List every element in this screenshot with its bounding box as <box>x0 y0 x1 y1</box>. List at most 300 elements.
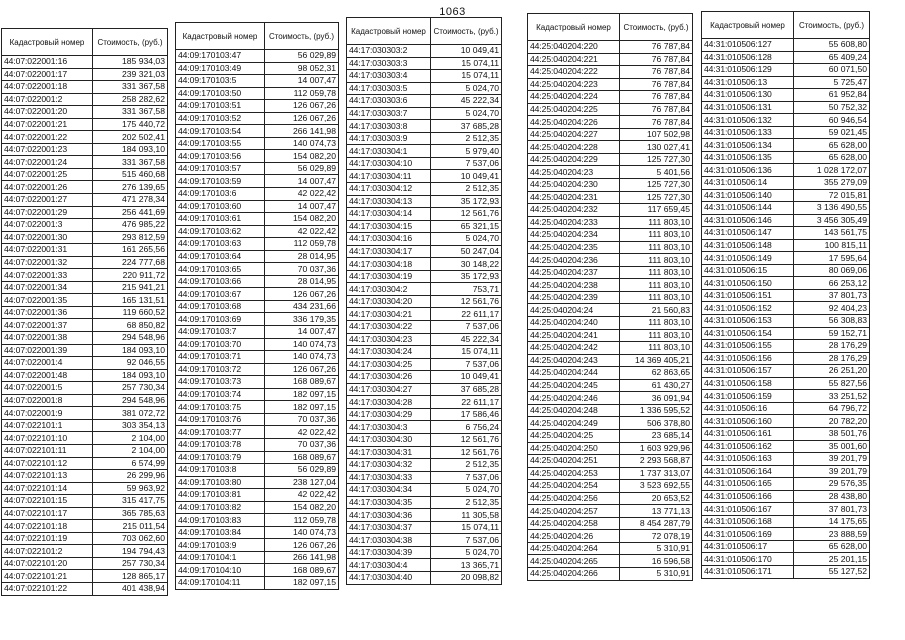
cadastral-number-cell: 44:07:022101:14 <box>2 482 93 495</box>
table-row <box>702 101 870 114</box>
cost-cell: 35 172,93 <box>431 195 502 208</box>
cadastral-number-cell: 44:25:040204:256 <box>528 492 620 505</box>
cost-cell: 50 752,32 <box>794 101 870 114</box>
cost-cell: 65 409,24 <box>794 51 870 64</box>
cadastral-table <box>346 17 502 585</box>
cadastral-number-cell: 44:07:022001:5 <box>2 382 93 395</box>
cost-cell: 76 787,84 <box>620 66 693 79</box>
cadastral-number-cell: 44:07:022001:21 <box>2 118 93 131</box>
cost-cell: 258 282,62 <box>93 93 168 106</box>
cost-cell: 336 179,35 <box>265 313 339 326</box>
cadastral-number-cell: 44:25:040204:232 <box>528 204 620 217</box>
cadastral-number-cell: 44:07:022101:21 <box>2 570 93 583</box>
table-row <box>702 39 870 52</box>
cadastral-number-cell: 44:31:010506:17 <box>702 540 794 553</box>
cadastral-number-cell: 44:09:170103:73 <box>176 376 265 389</box>
table-row <box>347 70 502 83</box>
cadastral-number-cell: 44:07:022001:35 <box>2 294 93 307</box>
cadastral-number-cell: 44:09:170103:49 <box>176 62 265 75</box>
table-row <box>176 438 339 451</box>
cost-cell: 111 803,10 <box>620 229 693 242</box>
header-cadastral-number: Кадастровый номер <box>2 29 93 56</box>
cadastral-number-cell: 44:17:030304:21 <box>347 308 431 321</box>
table-row <box>702 177 870 190</box>
table-row <box>2 432 168 445</box>
cadastral-number-cell: 44:25:040204:239 <box>528 291 620 304</box>
cadastral-number-cell: 44:25:040204:26 <box>528 530 620 543</box>
table-row <box>347 120 502 133</box>
table-row <box>176 464 339 477</box>
table-row <box>528 53 693 66</box>
table-row <box>702 51 870 64</box>
cost-cell: 303 354,13 <box>93 419 168 432</box>
cost-cell: 175 440,72 <box>93 118 168 131</box>
cadastral-number-cell: 44:17:030304:3 <box>347 421 431 434</box>
cost-cell: 56 029,89 <box>265 464 339 477</box>
cadastral-number-cell: 44:09:170103:51 <box>176 100 265 113</box>
cadastral-number-cell: 44:31:010506:171 <box>702 565 794 578</box>
table-row <box>2 482 168 495</box>
cadastral-number-cell: 44:09:170103:80 <box>176 476 265 489</box>
cadastral-number-cell: 44:09:170103:59 <box>176 175 265 188</box>
cost-cell: 56 029,89 <box>265 162 339 175</box>
cadastral-number-cell: 44:25:040204:238 <box>528 279 620 292</box>
cadastral-number-cell: 44:31:010506:170 <box>702 553 794 566</box>
table-row <box>702 139 870 152</box>
cadastral-number-cell: 44:25:040204:237 <box>528 266 620 279</box>
cost-cell: 434 231,66 <box>265 300 339 313</box>
cadastral-number-cell: 44:17:030304:30 <box>347 433 431 446</box>
cadastral-number-cell: 44:17:030304:38 <box>347 534 431 547</box>
cost-cell: 17 586,46 <box>431 408 502 421</box>
header-cost: Стоимость, (руб.) <box>620 14 693 41</box>
header-cadastral-number: Кадастровый номер <box>702 12 794 39</box>
cost-cell: 5 979,40 <box>431 145 502 158</box>
cadastral-table <box>701 11 870 579</box>
cadastral-number-cell: 44:09:170103:47 <box>176 50 265 63</box>
cost-cell: 15 074,11 <box>431 521 502 534</box>
cadastral-table <box>1 28 168 596</box>
header-cost: Стоимость, (руб.) <box>431 18 502 45</box>
cadastral-number-cell: 44:09:170104:10 <box>176 564 265 577</box>
cost-cell: 16 596,58 <box>620 555 693 568</box>
table-row <box>528 354 693 367</box>
cadastral-number-cell: 44:31:010506:161 <box>702 427 794 440</box>
table-row <box>2 495 168 508</box>
table-row <box>528 417 693 430</box>
cost-cell: 60 071,50 <box>794 64 870 77</box>
cadastral-number-cell: 44:31:010506:158 <box>702 377 794 390</box>
cadastral-number-cell: 44:25:040204:246 <box>528 392 620 405</box>
cadastral-number-cell: 44:17:030304:36 <box>347 509 431 522</box>
table-row <box>528 229 693 242</box>
cadastral-number-cell: 44:17:030304:26 <box>347 371 431 384</box>
table-row <box>2 194 168 207</box>
cadastral-number-cell: 44:07:022001:24 <box>2 156 93 169</box>
table-row <box>176 451 339 464</box>
cost-cell: 140 074,73 <box>265 137 339 150</box>
cadastral-number-cell: 44:25:040204:264 <box>528 542 620 555</box>
table-row <box>347 107 502 120</box>
cost-cell: 161 265,56 <box>93 244 168 257</box>
cost-cell: 45 222,34 <box>431 333 502 346</box>
header-cost: Стоимость, (руб.) <box>265 23 339 50</box>
table-row <box>702 503 870 516</box>
header-cost: Стоимость, (руб.) <box>794 12 870 39</box>
table-row <box>702 553 870 566</box>
cadastral-number-cell: 44:09:170103:54 <box>176 125 265 138</box>
cost-cell: 3 456 305,49 <box>794 214 870 227</box>
cadastral-number-cell: 44:25:040204:225 <box>528 103 620 116</box>
cadastral-number-cell: 44:07:022001:30 <box>2 231 93 244</box>
cost-cell: 98 052,31 <box>265 62 339 75</box>
cadastral-number-cell: 44:17:030303:7 <box>347 107 431 120</box>
table-row <box>702 528 870 541</box>
cadastral-number-cell: 44:09:170104:1 <box>176 551 265 564</box>
table-row <box>2 168 168 181</box>
cadastral-number-cell: 44:09:170103:70 <box>176 338 265 351</box>
cost-cell: 154 082,20 <box>265 501 339 514</box>
table-row <box>176 539 339 552</box>
cost-cell: 76 787,84 <box>620 116 693 129</box>
table-row <box>528 304 693 317</box>
cost-cell: 1 336 595,52 <box>620 404 693 417</box>
cost-cell: 126 067,26 <box>265 363 339 376</box>
table-row <box>347 321 502 334</box>
table-row <box>2 570 168 583</box>
table-row <box>702 490 870 503</box>
table-row <box>176 326 339 339</box>
cost-cell: 2 512,35 <box>431 183 502 196</box>
cadastral-number-cell: 44:17:030304:28 <box>347 396 431 409</box>
cost-cell: 182 097,15 <box>265 576 339 589</box>
table-row <box>528 467 693 480</box>
cost-cell: 182 097,15 <box>265 388 339 401</box>
cadastral-number-cell: 44:31:010506:14 <box>702 177 794 190</box>
cost-cell: 26 299,96 <box>93 470 168 483</box>
cost-cell: 126 067,26 <box>265 100 339 113</box>
table-row <box>702 515 870 528</box>
table-row <box>528 342 693 355</box>
cadastral-number-cell: 44:17:030304:1 <box>347 145 431 158</box>
cost-cell: 23 888,59 <box>794 528 870 541</box>
table-row <box>2 407 168 420</box>
cadastral-number-cell: 44:09:170103:5 <box>176 75 265 88</box>
cadastral-number-cell: 44:17:030303:4 <box>347 70 431 83</box>
cost-cell: 8 454 287,79 <box>620 517 693 530</box>
cost-cell: 220 911,72 <box>93 269 168 282</box>
cost-cell: 401 438,94 <box>93 582 168 595</box>
table-row <box>528 166 693 179</box>
cadastral-number-cell: 44:09:170103:56 <box>176 150 265 163</box>
cadastral-number-cell: 44:07:022001:17 <box>2 68 93 81</box>
table-row <box>347 283 502 296</box>
table-row <box>2 56 168 69</box>
cost-cell: 20 653,52 <box>620 492 693 505</box>
cost-cell: 117 659,45 <box>620 204 693 217</box>
page-number: 1063 <box>439 6 466 18</box>
cost-cell: 42 022,42 <box>265 225 339 238</box>
table-row <box>702 415 870 428</box>
table-row <box>2 394 168 407</box>
cadastral-number-cell: 44:17:030304:18 <box>347 258 431 271</box>
cost-cell: 70 037,36 <box>265 263 339 276</box>
cadastral-number-cell: 44:31:010506:129 <box>702 64 794 77</box>
cost-cell: 11 305,58 <box>431 509 502 522</box>
cost-cell: 239 321,03 <box>93 68 168 81</box>
cadastral-table <box>175 22 339 590</box>
cadastral-number-cell: 44:31:010506:159 <box>702 390 794 403</box>
cadastral-number-cell: 44:25:040204:257 <box>528 505 620 518</box>
cadastral-number-cell: 44:07:022001:2 <box>2 93 93 106</box>
cadastral-number-cell: 44:25:040204:240 <box>528 317 620 330</box>
cost-cell: 76 787,84 <box>620 78 693 91</box>
table-row <box>2 545 168 558</box>
table-row <box>702 164 870 177</box>
cadastral-number-cell: 44:07:022101:20 <box>2 557 93 570</box>
table-row <box>347 195 502 208</box>
table-row <box>2 532 168 545</box>
table-row <box>2 457 168 470</box>
cost-cell: 5 725,47 <box>794 76 870 89</box>
cadastral-number-cell: 44:07:022101:13 <box>2 470 93 483</box>
cost-cell: 165 131,51 <box>93 294 168 307</box>
cost-cell: 3 136 490,55 <box>794 202 870 215</box>
table-column-4 <box>527 13 693 581</box>
cost-cell: 37 685,28 <box>431 120 502 133</box>
cadastral-number-cell: 44:07:022001:3 <box>2 219 93 232</box>
cost-cell: 60 946,54 <box>794 114 870 127</box>
cost-cell: 20 098,82 <box>431 571 502 584</box>
cost-cell: 154 082,20 <box>265 213 339 226</box>
cadastral-number-cell: 44:17:030304:24 <box>347 346 431 359</box>
cost-cell: 111 803,10 <box>620 329 693 342</box>
table-row <box>2 344 168 357</box>
table-row <box>702 289 870 302</box>
cadastral-number-cell: 44:07:022101:18 <box>2 520 93 533</box>
cadastral-number-cell: 44:07:022001:23 <box>2 143 93 156</box>
cadastral-number-cell: 44:07:022001:25 <box>2 168 93 181</box>
cost-cell: 13 365,71 <box>431 559 502 572</box>
table-row <box>347 521 502 534</box>
table-row <box>528 555 693 568</box>
table-row <box>2 156 168 169</box>
cadastral-number-cell: 44:07:022101:11 <box>2 444 93 457</box>
cadastral-number-cell: 44:25:040204:234 <box>528 229 620 242</box>
cost-cell: 5 024,70 <box>431 82 502 95</box>
table-row <box>176 413 339 426</box>
table-row <box>528 179 693 192</box>
cost-cell: 33 251,52 <box>794 390 870 403</box>
table-row <box>2 444 168 457</box>
cadastral-number-cell: 44:07:022001:8 <box>2 394 93 407</box>
cost-cell: 14 007,47 <box>265 200 339 213</box>
cost-cell: 111 803,10 <box>620 279 693 292</box>
table-row <box>702 478 870 491</box>
cadastral-number-cell: 44:31:010506:160 <box>702 415 794 428</box>
cadastral-number-cell: 44:07:022101:19 <box>2 532 93 545</box>
table-row <box>176 125 339 138</box>
cadastral-number-cell: 44:09:170103:79 <box>176 451 265 464</box>
table-row <box>2 281 168 294</box>
cadastral-number-cell: 44:07:022001:29 <box>2 206 93 219</box>
cost-cell: 276 139,65 <box>93 181 168 194</box>
cost-cell: 72 078,19 <box>620 530 693 543</box>
table-row <box>702 126 870 139</box>
cadastral-number-cell: 44:17:030304:2 <box>347 283 431 296</box>
table-row <box>347 145 502 158</box>
cost-cell: 14 007,47 <box>265 326 339 339</box>
cadastral-number-cell: 44:09:170103:71 <box>176 351 265 364</box>
cadastral-number-cell: 44:25:040204:235 <box>528 241 620 254</box>
cost-cell: 1 028 172,07 <box>794 164 870 177</box>
cost-cell: 65 628,00 <box>794 540 870 553</box>
table-row <box>528 254 693 267</box>
cost-cell: 61 952,84 <box>794 89 870 102</box>
table-row <box>347 233 502 246</box>
table-row <box>347 45 502 58</box>
cadastral-number-cell: 44:09:170103:65 <box>176 263 265 276</box>
cadastral-number-cell: 44:09:170103:74 <box>176 388 265 401</box>
cadastral-number-cell: 44:09:170103:69 <box>176 313 265 326</box>
table-row <box>176 551 339 564</box>
table-row <box>528 317 693 330</box>
table-row <box>347 57 502 70</box>
table-row <box>528 392 693 405</box>
table-column-5 <box>701 11 870 579</box>
table-row <box>176 162 339 175</box>
table-row <box>528 266 693 279</box>
cost-cell: 506 378,80 <box>620 417 693 430</box>
cadastral-number-cell: 44:25:040204:258 <box>528 517 620 530</box>
table-row <box>2 81 168 94</box>
cadastral-number-cell: 44:25:040204:245 <box>528 379 620 392</box>
cost-cell: 76 787,84 <box>620 53 693 66</box>
cadastral-number-cell: 44:17:030304:19 <box>347 270 431 283</box>
cadastral-number-cell: 44:25:040204:254 <box>528 480 620 493</box>
table-row <box>528 329 693 342</box>
table-row <box>176 112 339 125</box>
cost-cell: 168 089,67 <box>265 376 339 389</box>
cadastral-number-cell: 44:25:040204:226 <box>528 116 620 129</box>
table-row <box>2 131 168 144</box>
table-row <box>528 128 693 141</box>
table-row <box>2 382 168 395</box>
cadastral-number-cell: 44:31:010506:140 <box>702 189 794 202</box>
cost-cell: 100 815,11 <box>794 239 870 252</box>
cost-cell: 12 561,76 <box>431 208 502 221</box>
cost-cell: 3 523 692,55 <box>620 480 693 493</box>
table-row <box>702 540 870 553</box>
table-row <box>176 564 339 577</box>
table-row <box>176 62 339 75</box>
cadastral-number-cell: 44:09:170103:83 <box>176 514 265 527</box>
cost-cell: 28 176,29 <box>794 352 870 365</box>
cost-cell: 14 175,65 <box>794 515 870 528</box>
cadastral-number-cell: 44:31:010506:169 <box>702 528 794 541</box>
table-row <box>702 252 870 265</box>
cost-cell: 17 595,64 <box>794 252 870 265</box>
cadastral-number-cell: 44:31:010506:163 <box>702 453 794 466</box>
cost-cell: 29 576,35 <box>794 478 870 491</box>
table-row <box>2 557 168 570</box>
cadastral-number-cell: 44:07:022101:2 <box>2 545 93 558</box>
table-row <box>2 181 168 194</box>
cost-cell: 112 059,78 <box>265 87 339 100</box>
table-row <box>176 313 339 326</box>
cost-cell: 2 512,35 <box>431 496 502 509</box>
cadastral-number-cell: 44:07:022001:32 <box>2 256 93 269</box>
table-row <box>347 308 502 321</box>
table-row <box>702 402 870 415</box>
cost-cell: 355 279,09 <box>794 177 870 190</box>
cadastral-number-cell: 44:25:040204:250 <box>528 442 620 455</box>
cadastral-number-cell: 44:17:030304:22 <box>347 321 431 334</box>
table-row <box>528 291 693 304</box>
cost-cell: 119 660,52 <box>93 306 168 319</box>
table-row <box>176 300 339 313</box>
cadastral-number-cell: 44:17:030303:5 <box>347 82 431 95</box>
cost-cell: 257 730,34 <box>93 382 168 395</box>
cost-cell: 111 803,10 <box>620 254 693 267</box>
cost-cell: 25 201,15 <box>794 553 870 566</box>
cadastral-number-cell: 44:09:170103:7 <box>176 326 265 339</box>
table-row <box>347 559 502 572</box>
table-row <box>176 388 339 401</box>
table-row <box>702 114 870 127</box>
cost-cell: 37 801,73 <box>794 503 870 516</box>
table-row <box>176 238 339 251</box>
cost-cell: 107 502,98 <box>620 128 693 141</box>
cost-cell: 22 611,17 <box>431 308 502 321</box>
table-row <box>176 200 339 213</box>
table-row <box>702 239 870 252</box>
cadastral-number-cell: 44:25:040204:229 <box>528 153 620 166</box>
cost-cell: 315 417,75 <box>93 495 168 508</box>
header-cadastral-number: Кадастровый номер <box>347 18 431 45</box>
table-row <box>347 571 502 584</box>
table-row <box>2 369 168 382</box>
cadastral-number-cell: 44:25:040204:243 <box>528 354 620 367</box>
table-row <box>2 294 168 307</box>
table-row <box>176 401 339 414</box>
cost-cell: 331 367,58 <box>93 106 168 119</box>
cost-cell: 182 097,15 <box>265 401 339 414</box>
cost-cell: 126 067,26 <box>265 539 339 552</box>
cadastral-number-cell: 44:09:170103:78 <box>176 438 265 451</box>
cadastral-number-cell: 44:31:010506:167 <box>702 503 794 516</box>
table-row <box>2 419 168 432</box>
cadastral-number-cell: 44:09:170103:77 <box>176 426 265 439</box>
cadastral-number-cell: 44:17:030303:3 <box>347 57 431 70</box>
cost-cell: 6 756,24 <box>431 421 502 434</box>
table-row <box>347 371 502 384</box>
cadastral-number-cell: 44:31:010506:154 <box>702 327 794 340</box>
cadastral-number-cell: 44:07:022001:38 <box>2 332 93 345</box>
cost-cell: 92 046,55 <box>93 357 168 370</box>
table-row <box>347 358 502 371</box>
cadastral-number-cell: 44:25:040204:223 <box>528 78 620 91</box>
table-row <box>702 302 870 315</box>
table-row <box>176 489 339 502</box>
table-row <box>528 367 693 380</box>
cadastral-number-cell: 44:31:010506:166 <box>702 490 794 503</box>
cost-cell: 65 628,00 <box>794 151 870 164</box>
cadastral-number-cell: 44:09:170103:67 <box>176 288 265 301</box>
cost-cell: 59 021,45 <box>794 126 870 139</box>
table-row <box>702 390 870 403</box>
table-row <box>347 258 502 271</box>
